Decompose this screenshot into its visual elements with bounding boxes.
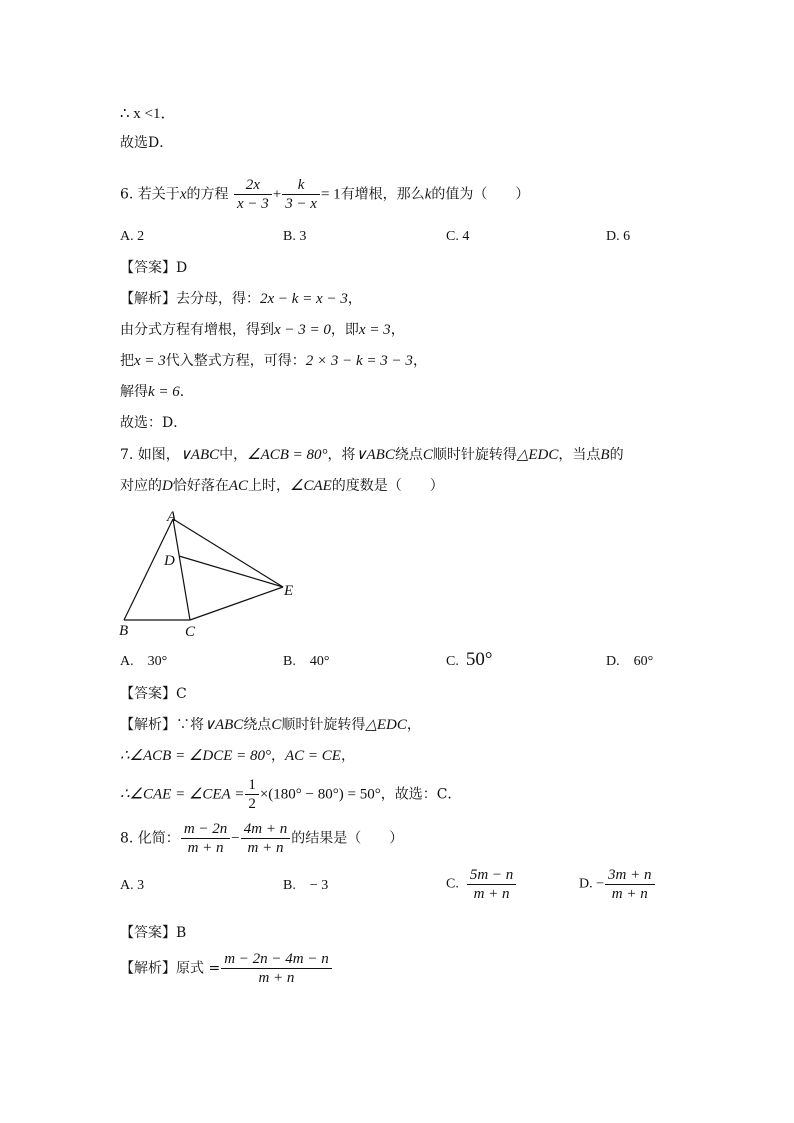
q6-explanation-1: 【解析】去分母，得：2x − k = x − 3， (120, 291, 362, 307)
q7-option-b: B. 40° (283, 654, 330, 669)
q8-fraction-1: $\frac{m - 2n}{m + n}$ (181, 820, 230, 857)
q7-explanation-3: ∴∠CAE = ∠CEA = $\frac{1}{2}$ ×(180° − 80°) = 50°，故选：C． (120, 777, 462, 812)
q6-option-a: A. 2 (120, 229, 145, 244)
q8-option-c: C. $\frac{5m - n}{m + n}$ (446, 866, 517, 903)
q8-explanation-fraction: $\frac{m - 2n - 4m - n}{m + n}$ (221, 950, 332, 987)
label-d: D (164, 553, 175, 569)
q8-stem: 8. 化简： $\frac{m - 2n}{m + n}$ − $\frac{4m + n}{m + n}$ 的结果是（ ） (120, 821, 404, 856)
label-e: E (284, 583, 294, 599)
q8-option-d-fraction: $\frac{3m + n}{m + n}$ (605, 866, 654, 903)
q7-stem-line-1: 7. 如图，∨ABC中，∠ACB = 80°，将∨ABC绕点C顺时针旋转得△EDC，当点B的 (120, 447, 624, 463)
q7-answer: 【答案】C (120, 686, 187, 702)
q7-explanation-1: 【解析】∵将∨ABC绕点C顺时针旋转得△EDC， (120, 717, 421, 733)
q6-option-b: B. 3 (283, 229, 307, 244)
q6-fraction-1: $\frac{2x}{x - 3}$ (234, 176, 272, 213)
q8-fraction-2: $\frac{4m + n}{m + n}$ (241, 820, 290, 857)
segment-ac (173, 519, 190, 620)
label-b: B (119, 623, 129, 639)
choose-d-line-2: 故选：D． (120, 415, 188, 431)
q8-option-c-fraction: $\frac{5m - n}{m + n}$ (467, 866, 516, 903)
q6-option-c: C. 4 (446, 229, 470, 244)
q6-fraction-2: $\frac{k}{3 - x}$ (282, 176, 320, 213)
q6-answer: 【答案】D (120, 260, 188, 276)
therefore-line: ∴ x <1． (120, 106, 176, 122)
q8-explanation: 【解析】原式 = $\frac{m - 2n - 4m - n}{m + n}$ (120, 950, 333, 987)
choose-d-line-1: 故选D． (120, 135, 174, 151)
segment-ce (190, 587, 283, 620)
segment-ab (124, 519, 173, 620)
q6-explanation-2: 由分式方程有增根，得到x − 3 = 0，即x = 3， (120, 322, 405, 338)
label-c: C (185, 624, 196, 640)
q6-explanation-4: 解得k = 6． (120, 384, 194, 400)
q7-option-c: C. 50° (446, 649, 493, 670)
triangle-figure (112, 507, 312, 642)
segment-ae (173, 519, 283, 587)
segment-de (179, 556, 283, 587)
q7-half-fraction: $\frac{1}{2}$ (245, 776, 259, 813)
q6-stem: 6. 若关于x的方程 $\frac{2x}{x - 3}$ + $\frac{k}{3 - x}$ = 1有增根，那么k的值为（ ） (120, 177, 530, 212)
q8-option-b: B. − 3 (283, 878, 329, 893)
q7-option-a: A. 30° (120, 654, 168, 669)
q7-explanation-2: ∴∠ACB = ∠DCE = 80°，AC = CE， (120, 748, 355, 764)
q8-option-a: A. 3 (120, 878, 145, 893)
q7-stem-line-2: 对应的D恰好落在AC上时，∠CAE的度数是（ ） (120, 478, 444, 494)
label-a: A (167, 509, 177, 525)
q6-explanation-3: 把x = 3代入整式方程，可得：2 × 3 − k = 3 − 3， (120, 353, 427, 369)
q6-option-d: D. 6 (606, 229, 631, 244)
q8-option-d: D. − $\frac{3m + n}{m + n}$ (579, 866, 656, 903)
q8-answer: 【答案】B (120, 925, 187, 941)
q7-option-d: D. 60° (606, 654, 654, 669)
